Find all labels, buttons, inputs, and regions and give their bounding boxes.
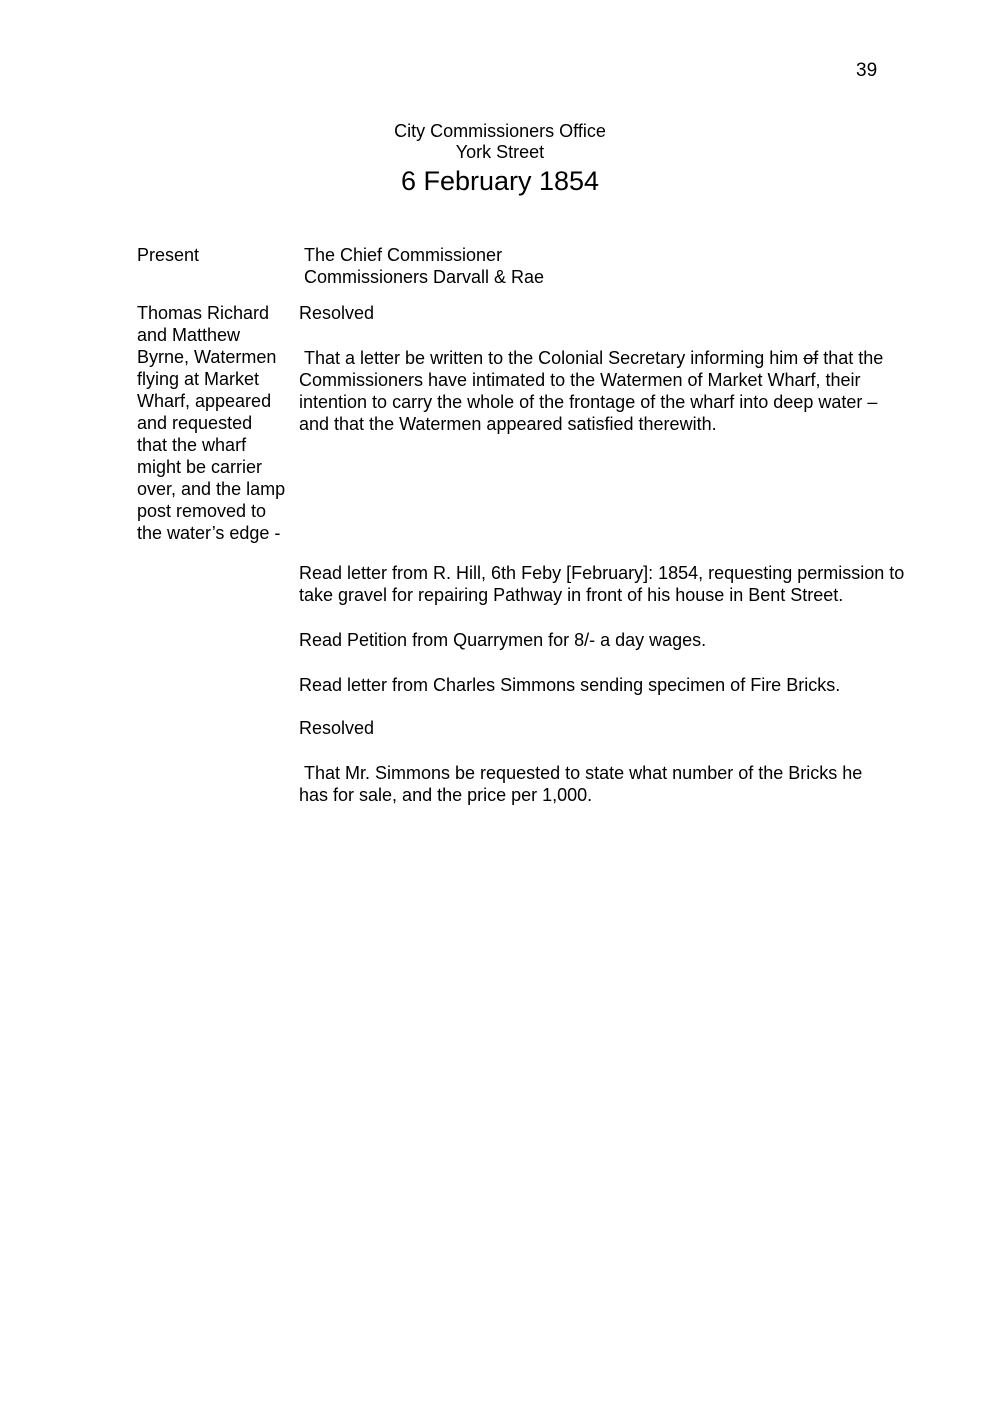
present-list — [299, 244, 939, 288]
office-name: City Commissioners Office — [394, 121, 606, 141]
struck-word: of — [803, 348, 819, 368]
hill-letter — [299, 562, 959, 606]
margin-note-line: flying at Market — [137, 369, 260, 389]
resolution-1-line-1-a: That a letter be written to the Colonial Secretary informing him — [304, 348, 804, 368]
margin-note-line: over, and the lamp — [137, 479, 286, 499]
simmons-letter: Read letter from Charles Simmons sending specimen of Fire Bricks. — [299, 675, 841, 695]
margin-note — [137, 302, 297, 544]
margin-note-line: and Matthew — [137, 325, 241, 345]
resolution-1-line-2: Commissioners have intimated to the Watermen of Market Wharf, their — [299, 370, 861, 390]
margin-note-line: and requested — [137, 413, 253, 433]
page-number: 39 — [856, 60, 878, 81]
resolution-1-heading: Resolved — [299, 303, 375, 323]
present-line-1: The Chief Commissioner — [304, 245, 503, 265]
margin-note-line: Byrne, Watermen — [137, 347, 277, 367]
hill-letter-line-1: Read letter from R. Hill, 6th Feby [February]: 1854, requesting permission to — [299, 563, 905, 583]
hill-letter-line-2: take gravel for repairing Pathway in front of his house in Bent Street. — [299, 585, 844, 605]
resolution-1-line-1-b: that the — [818, 348, 884, 368]
quarrymen-petition: Read Petition from Quarrymen for 8/- a day wages. — [299, 630, 707, 650]
resolution-1-line-3: intention to carry the whole of the frontage of the wharf into deep water – — [299, 392, 878, 412]
margin-note-line: post removed to — [137, 501, 267, 521]
minutes-header — [300, 121, 700, 197]
present-line-2: Commissioners Darvall & Rae — [304, 267, 545, 287]
margin-note-line: that the wharf — [137, 435, 247, 455]
resolution-1-line-1 — [299, 347, 939, 369]
margin-note-line: Thomas Richard — [137, 303, 270, 323]
resolution-1-body — [299, 347, 939, 435]
resolution-2-line-2: has for sale, and the price per 1,000. — [299, 785, 593, 805]
margin-note-line: might be carrier — [137, 457, 263, 477]
street-name: York Street — [455, 142, 545, 162]
resolution-2-line-1: That Mr. Simmons be requested to state what number of the Bricks he — [304, 763, 863, 783]
meeting-date: 6 February 1854 — [400, 166, 600, 196]
margin-note-line: Wharf, appeared — [137, 391, 272, 411]
resolution-2-body — [299, 762, 939, 806]
present-label: Present — [137, 245, 200, 265]
resolution-1-line-4: and that the Watermen appeared satisfied therewith. — [299, 414, 717, 434]
margin-note-line: the water’s edge - — [137, 523, 281, 543]
resolution-2-heading: Resolved — [299, 718, 375, 738]
